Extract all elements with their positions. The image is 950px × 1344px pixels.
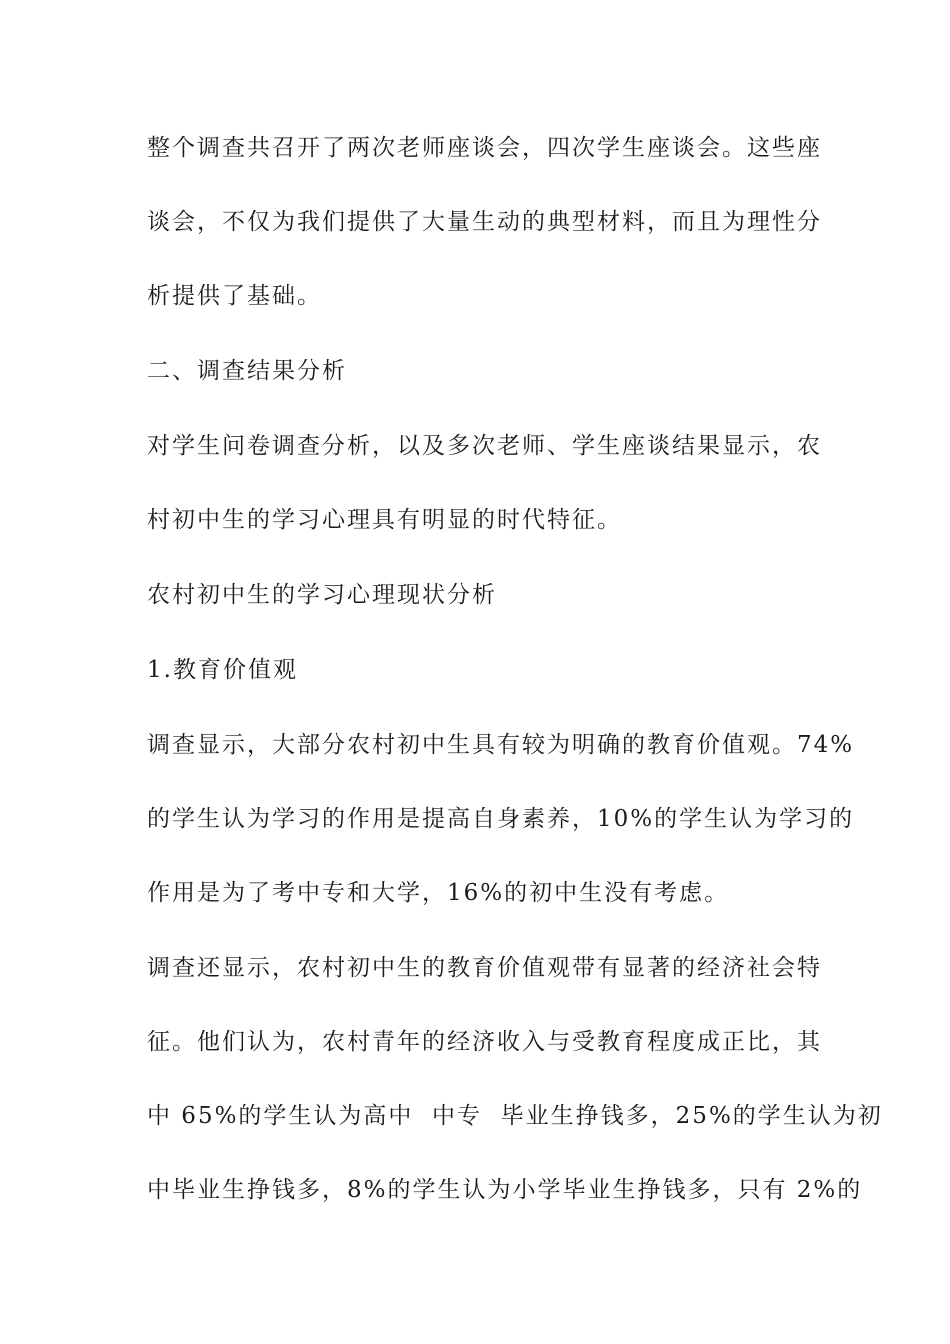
text-line: 谈会，不仅为我们提供了大量生动的典型材料，而且为理性分 xyxy=(147,209,822,235)
text-line: 整个调查共召开了两次老师座谈会，四次学生座谈会。这些座 xyxy=(147,135,822,161)
text-line: 对学生问卷调查分析，以及多次老师、学生座谈结果显示，农 xyxy=(147,433,822,459)
document-page xyxy=(147,130,883,1209)
text-line: 作用是为了考中专和大学，16%的初中生没有考虑。 xyxy=(147,880,730,906)
subsection-heading: 农村初中生的学习心理现状分析 xyxy=(147,582,497,608)
text-line: 调查还显示，农村初中生的教育价值观带有显著的经济社会特 xyxy=(147,955,822,981)
text-line: 村初中生的学习心理具有明显的时代特征。 xyxy=(147,507,622,533)
paragraph-results xyxy=(147,428,822,539)
text-line: 调查显示，大部分农村初中生具有较为明确的教育价值观。74% xyxy=(147,732,855,758)
text-line: 中 65%的学生认为高中 中专 毕业生挣钱多，25%的学生认为初 xyxy=(147,1103,883,1129)
paragraph-economic-features xyxy=(147,950,883,1209)
paragraph-symposium xyxy=(147,130,822,315)
numbered-heading: 1.教育价值观 xyxy=(147,657,298,683)
section-heading: 二、调查结果分析 xyxy=(147,358,347,384)
paragraph-education-value xyxy=(147,727,855,912)
text-line: 析提供了基础。 xyxy=(147,283,322,309)
text-line: 征。他们认为，农村青年的经济收入与受教育程度成正比，其 xyxy=(147,1029,822,1055)
text-line: 的学生认为学习的作用是提高自身素养，10%的学生认为学习的 xyxy=(147,806,855,832)
text-line: 中毕业生挣钱多，8%的学生认为小学毕业生挣钱多，只有 2%的 xyxy=(147,1177,863,1203)
